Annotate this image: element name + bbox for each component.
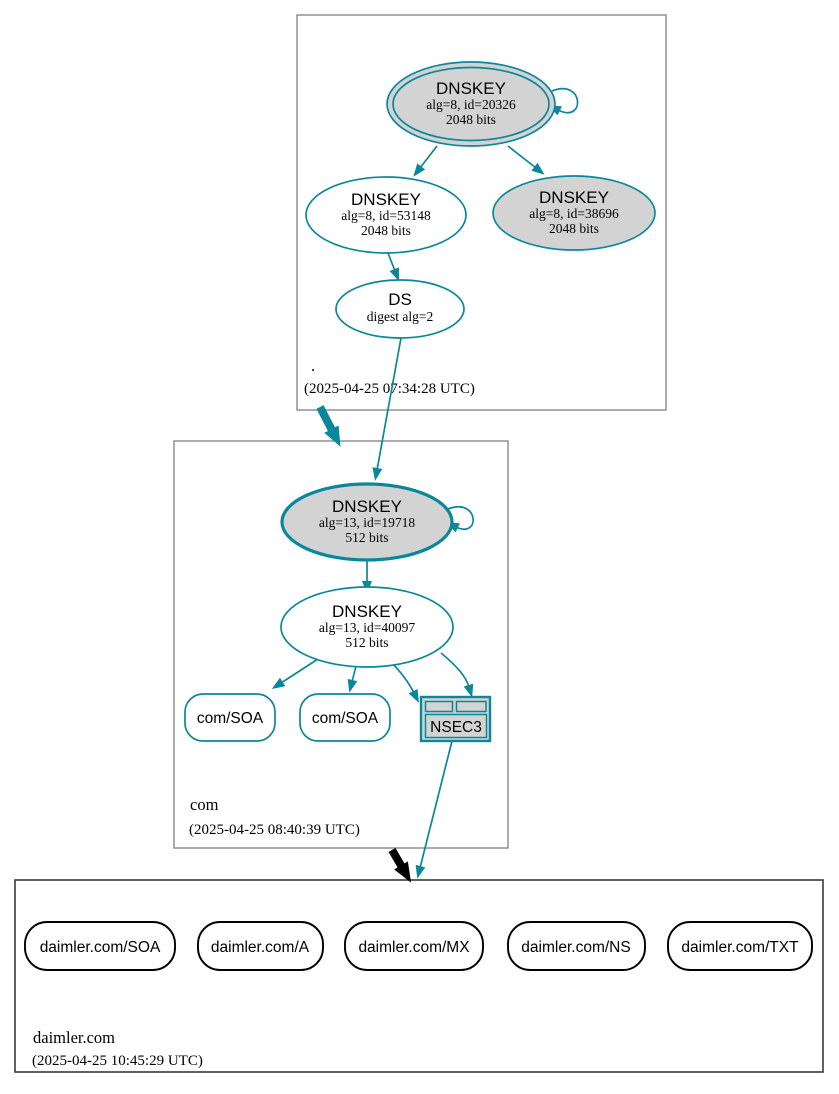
dnskey-20326-title: DNSKEY — [436, 79, 506, 98]
node-dnskey-53148 — [306, 177, 466, 253]
node-dnskey-20326 — [387, 62, 555, 146]
node-daimler-txt — [668, 922, 812, 970]
dnskey-38696-alg: alg=8, id=38696 — [529, 206, 619, 221]
zone-timestamp-com: (2025-04-25 08:40:39 UTC) — [189, 822, 360, 838]
node-daimler-ns — [508, 922, 645, 970]
zone-label-com: com — [190, 795, 219, 814]
edge-ds-to-com-ksk — [377, 338, 401, 470]
com-soa-2-label: com/SOA — [311, 710, 379, 727]
node-dnskey-40097 — [281, 587, 453, 667]
dnskey-40097-alg: alg=13, id=40097 — [318, 620, 416, 635]
edge-nsec3-to-daimler — [420, 741, 452, 868]
ds-title: DS — [388, 290, 412, 309]
node-com-soa-1 — [185, 694, 275, 741]
zone-timestamp-root: (2025-04-25 07:34:28 UTC) — [304, 381, 475, 397]
dnskey-40097-bits: 512 bits — [345, 635, 389, 650]
nsec3-label: NSEC3 — [430, 719, 482, 736]
dnskey-38696-bits: 2048 bits — [549, 221, 599, 236]
daimler-ns-label: daimler.com/NS — [521, 939, 631, 956]
dnskey-19718-bits: 512 bits — [345, 530, 389, 545]
dnskey-19718-alg: alg=13, id=19718 — [318, 515, 416, 530]
dnskey-19718-title: DNSKEY — [332, 497, 402, 516]
dnskey-53148-title: DNSKEY — [351, 190, 421, 209]
zone-label-daimler-com: daimler.com — [33, 1028, 116, 1047]
com-soa-1-label: com/SOA — [196, 710, 264, 727]
dnskey-53148-bits: 2048 bits — [361, 223, 411, 238]
ds-digest: digest alg=2 — [366, 309, 434, 324]
edge-delegation-com-to-daimler — [392, 850, 406, 874]
edge-ksk-to-key3-root — [508, 146, 536, 168]
dnskey-40097-title: DNSKEY — [332, 602, 402, 621]
node-dnskey-19718 — [282, 484, 452, 560]
daimler-a-label: daimler.com/A — [210, 939, 310, 956]
node-dnskey-38696 — [493, 176, 655, 250]
dnskey-20326-alg: alg=8, id=20326 — [426, 97, 516, 112]
daimler-txt-label: daimler.com/TXT — [681, 939, 799, 956]
dnskey-38696-title: DNSKEY — [539, 188, 609, 207]
daimler-mx-label: daimler.com/MX — [358, 939, 470, 956]
node-daimler-mx — [345, 922, 483, 970]
node-ds-root — [336, 280, 464, 338]
zone-timestamp-daimler-com: (2025-04-25 10:45:29 UTC) — [32, 1053, 203, 1069]
edge-zsk-to-ds-root — [388, 253, 395, 271]
nsec3-cell-left — [426, 702, 453, 712]
dnskey-53148-alg: alg=8, id=53148 — [341, 208, 431, 223]
daimler-soa-label: daimler.com/SOA — [39, 939, 161, 956]
zone-label-root: . — [311, 356, 316, 375]
node-com-soa-2 — [300, 694, 390, 741]
edge-zsk-to-soa1-com — [281, 659, 318, 683]
edge-zsk-to-soa2-com — [352, 666, 356, 682]
dnskey-20326-bits: 2048 bits — [446, 112, 496, 127]
node-daimler-soa — [25, 922, 175, 970]
edge-ksk-self-loop-root — [552, 89, 578, 113]
edge-zsk-to-nsec3-right — [441, 653, 469, 687]
zone-box-daimler-com — [15, 880, 823, 1072]
node-daimler-a — [198, 922, 323, 970]
node-nsec3 — [421, 697, 490, 741]
edge-delegation-root-to-com — [320, 407, 336, 438]
edge-ksk-to-zsk-root — [420, 146, 437, 168]
nsec3-cell-right — [457, 702, 487, 712]
